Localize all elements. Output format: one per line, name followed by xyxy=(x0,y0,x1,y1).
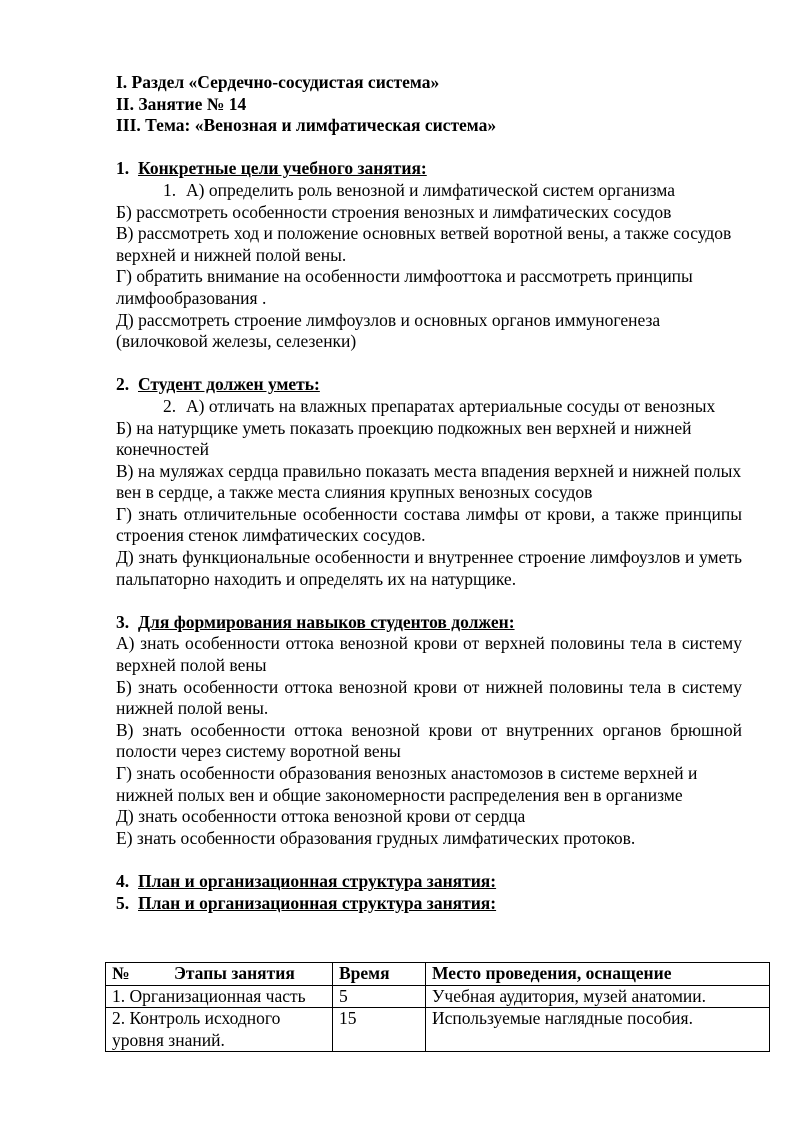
section-2-heading xyxy=(116,374,742,396)
section-2-subitem-number: 2. xyxy=(163,395,177,416)
table-cell-time: 5 xyxy=(333,985,426,1008)
section-2-item-g: Г) знать отличительные особенности состава лимфы от крови, а также принципы строения стенок лимфатических сосудов. xyxy=(116,503,742,546)
section-1-subitem-text: А) определить роль венозной и лимфатической систем организма xyxy=(186,179,675,200)
section-3-number: 3. xyxy=(116,611,130,632)
section-heading: I. Раздел «Сердечно-сосудистая система» xyxy=(116,72,440,92)
table-cell-place: Используемые наглядные пособия. xyxy=(426,1008,770,1052)
table-header-stage xyxy=(106,963,333,986)
section-1-item-v: В) рассмотреть ход и положение основных ветвей воротной вены, а также сосудов верхней и нижней полой вены. xyxy=(116,223,732,265)
spacer xyxy=(116,137,742,159)
spacer xyxy=(116,849,742,871)
section-3-item-a: А) знать особенности оттока венозной крови от верхней половины тела в систему верхней полой вены xyxy=(116,633,742,676)
table-row xyxy=(106,1008,770,1052)
section-5-number: 5. xyxy=(116,892,130,913)
section-1-item-d: Д) рассмотреть строение лимфоузлов и основных органов иммуногенеза (вилочковой железы, селезенки) xyxy=(116,309,661,352)
section-3-title: Для формирования навыков студентов должен: xyxy=(138,611,515,632)
section-2-number: 2. xyxy=(116,374,130,395)
table-cell-time: 15 xyxy=(333,1008,426,1052)
section-2-title: Студент должен уметь: xyxy=(138,374,320,395)
section-5-heading xyxy=(116,893,742,915)
spacer xyxy=(116,590,742,612)
document-body xyxy=(116,72,742,914)
table-header-row xyxy=(106,963,770,986)
table-header-time: Время xyxy=(333,963,426,986)
section-2-item-d: Д) знать функциональные особенности и внутреннее строение лимфоузлов и уметь пальпаторно находить и определять их на натурщике. xyxy=(116,547,742,589)
section-3-item-g: Г) знать особенности образования венозных анастомозов в системе верхней и нижней полых вен и общие закономерности распределения вен в организме xyxy=(116,763,698,805)
section-4-number: 4. xyxy=(116,870,130,891)
table-header-stage-label: Этапы занятия xyxy=(174,963,295,983)
section-1-item-g: Г) обратить внимание на особенности лимфооттока и рассмотреть принципы лимфообразования . xyxy=(116,266,693,308)
section-4-title: План и организационная структура занятия: xyxy=(138,870,497,891)
plan-table xyxy=(105,962,770,1052)
section-2-item-v: В) на муляжах сердца правильно показать места впадения верхней и нижней полых вен в сердце, а также места слияния крупных венозных сосудов xyxy=(116,460,742,503)
lesson-heading: II. Занятие № 14 xyxy=(116,93,247,114)
section-2-subitem xyxy=(116,396,742,418)
table-row xyxy=(106,985,770,1008)
section-3-heading xyxy=(116,612,742,634)
section-1-heading xyxy=(116,158,742,180)
section-1-subitem xyxy=(116,180,742,202)
table-cell-place: Учебная аудитория, музей анатомии. xyxy=(426,985,770,1008)
section-3-item-b: Б) знать особенности оттока венозной крови от нижней половины тела в систему нижней полой вены. xyxy=(116,676,742,719)
section-3-item-d: Д) знать особенности оттока венозной крови от сердца xyxy=(116,806,526,827)
section-4-heading xyxy=(116,871,742,893)
topic-heading: III. Тема: «Венозная и лимфатическая система» xyxy=(116,115,497,136)
section-5-title: План и организационная структура занятия: xyxy=(138,892,497,913)
table-cell-stage: 1. Организационная часть xyxy=(106,985,333,1008)
section-1-title: Конкретные цели учебного занятия: xyxy=(138,158,427,179)
section-1-item-b: Б) рассмотреть особенности строения венозных и лимфатических сосудов xyxy=(116,201,672,222)
table-header-number: № xyxy=(112,963,130,983)
section-3-item-v: В) знать особенности оттока венозной крови от внутренних органов брюшной полости через систему воротной вены xyxy=(116,719,742,762)
spacer xyxy=(116,353,742,375)
section-1-subitem-number: 1. xyxy=(163,179,177,200)
table-header-place: Место проведения, оснащение xyxy=(426,963,770,986)
section-2-subitem-text: А) отличать на влажных препаратах артериальные сосуды от венозных xyxy=(186,395,716,416)
section-2-item-b: Б) на натурщике уметь показать проекцию подкожных вен верхней и нижней конечностей xyxy=(116,417,692,460)
section-1-number: 1. xyxy=(116,158,130,179)
table-cell-stage: 2. Контроль исходного уровня знаний. xyxy=(106,1008,333,1052)
section-3-item-e: Е) знать особенности образования грудных лимфатических протоков. xyxy=(116,827,636,848)
